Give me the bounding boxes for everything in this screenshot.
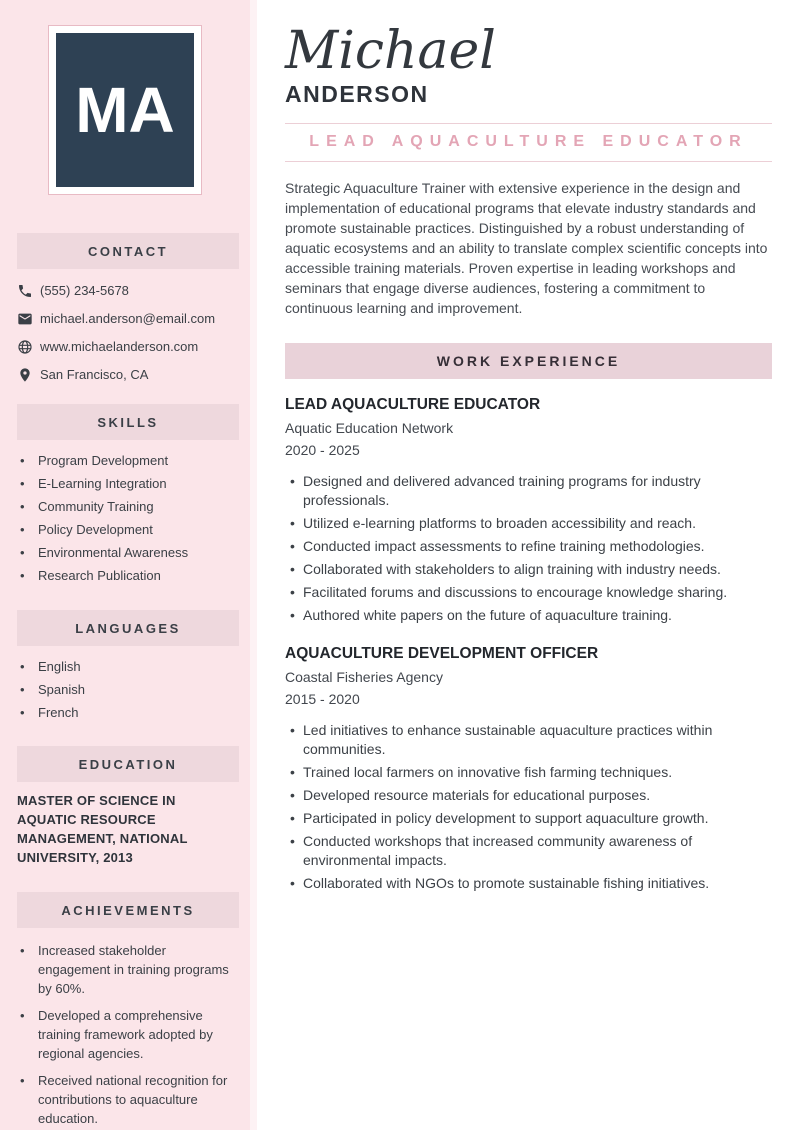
skill-item: • Research Publication	[17, 568, 238, 584]
jobs-container	[285, 396, 772, 893]
job-bullet: • Participated in policy development to support aquaculture growth.	[285, 809, 772, 828]
job-company: Coastal Fisheries Agency	[285, 669, 443, 685]
job-bullet: • Collaborated with NGOs to promote sustainable fishing initiatives.	[285, 874, 772, 893]
skill-item: • Policy Development	[17, 522, 238, 538]
achievements-section-header: ACHIEVEMENTS	[17, 892, 239, 928]
contact-section-header: CONTACT	[17, 233, 239, 269]
job-bullet: • Conducted workshops that increased community awareness of environmental impacts.	[285, 832, 772, 870]
job-bullet: • Conducted impact assessments to refine training methodologies.	[285, 537, 772, 556]
email-icon	[17, 311, 33, 327]
job-bullet-list	[285, 472, 772, 625]
job-title: LEAD AQUACULTURE EDUCATOR	[285, 396, 541, 413]
job-bullet: • Collaborated with stakeholders to align training with industry needs.	[285, 560, 772, 579]
achievement-item: • Received national recognition for contributions to aquaculture education.	[17, 1071, 238, 1128]
achievement-item: • Developed a comprehensive training framework adopted by regional agencies.	[17, 1006, 238, 1063]
achievement-item: • Increased stakeholder engagement in training programs by 60%.	[17, 941, 238, 998]
globe-icon	[17, 339, 33, 355]
language-item: • Spanish	[17, 682, 238, 698]
skill-item: • E-Learning Integration	[17, 476, 238, 492]
job-entry	[285, 396, 772, 625]
contact-phone: (555) 234-5678	[40, 283, 129, 298]
contact-row-location	[17, 366, 238, 383]
work-experience-header: WORK EXPERIENCE	[285, 343, 772, 379]
avatar	[48, 25, 202, 195]
contact-list	[17, 282, 238, 383]
job-bullet: • Facilitated forums and discussions to encourage knowledge sharing.	[285, 583, 772, 602]
phone-icon	[17, 283, 33, 299]
skills-section-header: SKILLS	[17, 404, 239, 440]
main-column	[257, 0, 800, 1130]
avatar-initials: MA	[56, 33, 194, 187]
contact-row-phone	[17, 282, 238, 299]
role-title-block	[285, 123, 772, 162]
contact-website[interactable]: www.michaelanderson.com	[40, 339, 199, 354]
skill-item: • Community Training	[17, 499, 238, 515]
job-bullet: • Developed resource materials for educational purposes.	[285, 786, 772, 805]
contact-row-website	[17, 338, 238, 355]
job-bullet: • Designed and delivered advanced training programs for industry professionals.	[285, 472, 772, 510]
location-icon	[17, 367, 33, 383]
contact-email[interactable]: michael.anderson@email.com	[40, 311, 216, 326]
contact-location: San Francisco, CA	[40, 367, 149, 382]
job-bullet-list	[285, 721, 772, 893]
job-bullet: • Trained local farmers on innovative fish farming techniques.	[285, 763, 772, 782]
languages-list	[17, 659, 238, 721]
first-name: Michael	[285, 21, 496, 81]
job-bullet: • Led initiatives to enhance sustainable aquaculture practices within communities.	[285, 721, 772, 759]
languages-section-header: LANGUAGES	[17, 610, 239, 646]
language-item: • English	[17, 659, 238, 675]
professional-summary: Strategic Aquaculture Trainer with extensive experience in the design and implementation of educational programs that elevate industry standards and promote sustainable practices. Distinguished by a robust understanding of aquatic ecosystems and an ability to translate complex scientific concepts into accessible training materials. Proven expertise in leading workshops and seminars that engage diverse audiences, fostering a commitment to continuous learning and improvement.	[285, 180, 768, 316]
last-name: ANDERSON	[285, 81, 429, 107]
language-item: • French	[17, 705, 238, 721]
job-bullet: • Utilized e-learning platforms to broaden accessibility and reach.	[285, 514, 772, 533]
job-dates: 2015 - 2020	[285, 691, 360, 707]
job-entry	[285, 645, 772, 893]
job-bullet: • Authored white papers on the future of aquaculture training.	[285, 606, 772, 625]
skills-list	[17, 453, 238, 584]
role-title: LEAD AQUACULTURE EDUCATOR	[309, 133, 748, 150]
skill-item: • Program Development	[17, 453, 238, 469]
skill-item: • Environmental Awareness	[17, 545, 238, 561]
contact-row-email	[17, 310, 238, 327]
job-dates: 2020 - 2025	[285, 442, 360, 458]
sidebar	[0, 0, 257, 1130]
job-title: AQUACULTURE DEVELOPMENT OFFICER	[285, 645, 599, 662]
education-section-header: EDUCATION	[17, 746, 239, 782]
achievements-list	[17, 941, 238, 1128]
education-degree: MASTER OF SCIENCE IN AQUATIC RESOURCE MANAGEMENT, NATIONAL UNIVERSITY, 2013	[17, 793, 188, 865]
job-company: Aquatic Education Network	[285, 420, 454, 436]
